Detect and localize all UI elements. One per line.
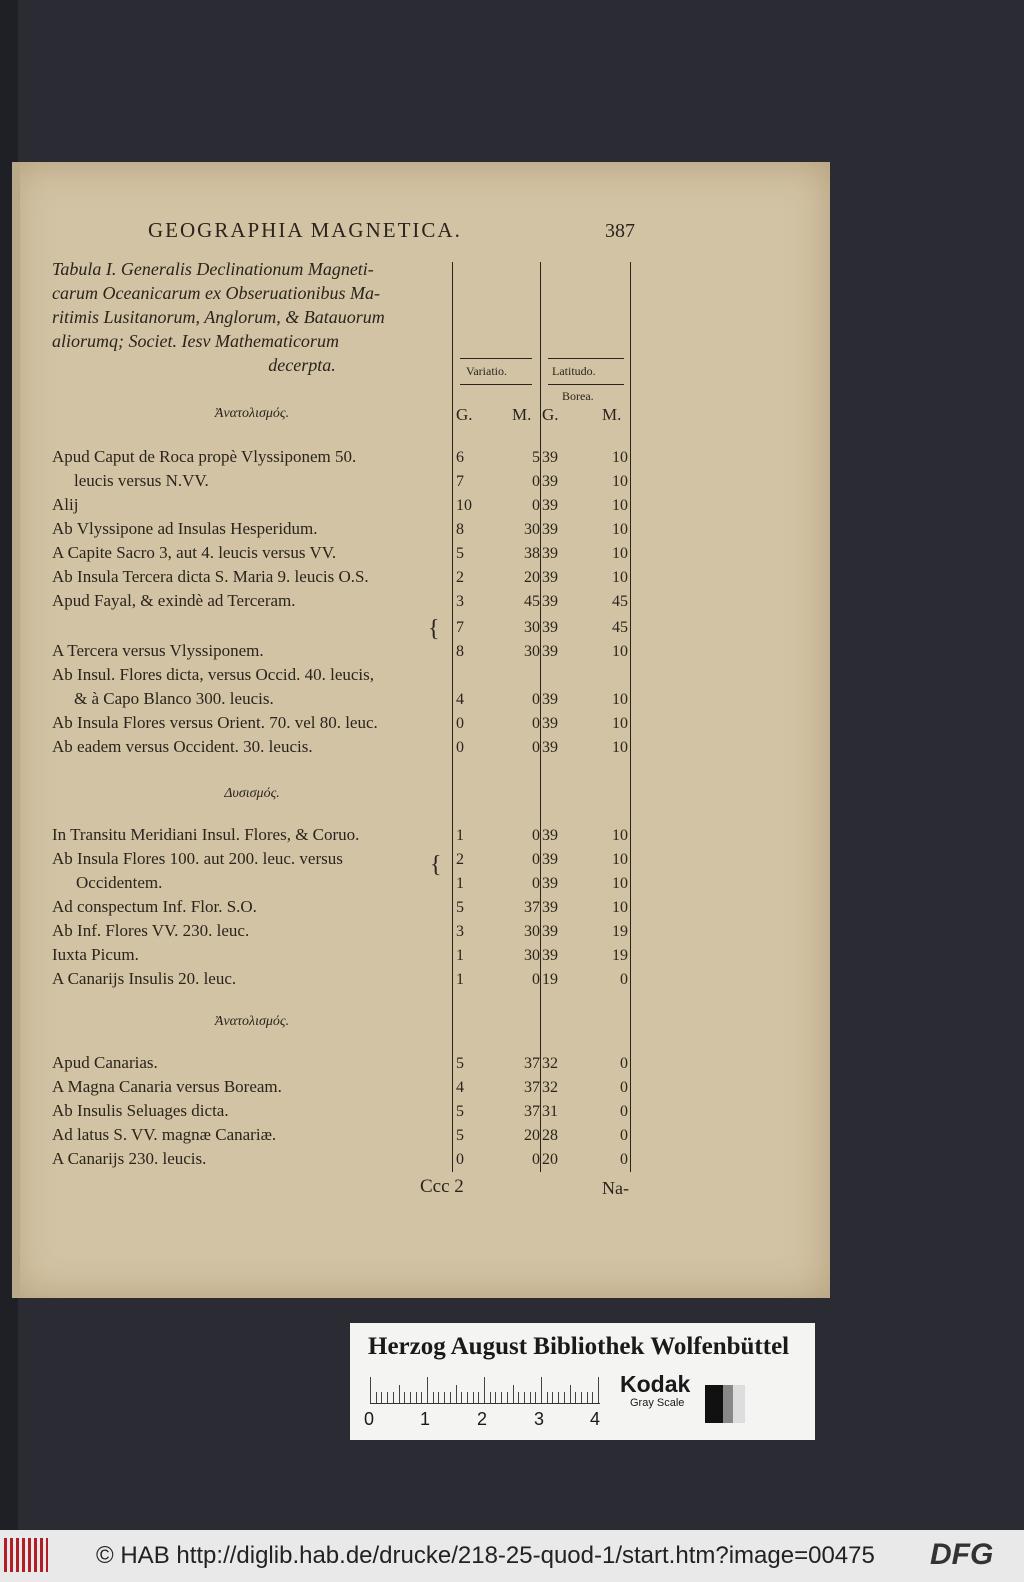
ruler-tick <box>495 1392 496 1403</box>
row-text: Apud Caput de Roca propè Vlyssiponem 50. <box>52 447 357 466</box>
variatio-g-cell: 2 <box>456 851 464 868</box>
row-text: Ab Vlyssipone ad Insulas Hesperidum. <box>52 519 318 538</box>
variatio-m-cell: 0 <box>532 971 540 988</box>
latitudo-g-cell: 39 <box>542 545 558 562</box>
row-text: A Tercera versus Vlyssiponem. <box>52 641 264 660</box>
column-rule <box>630 262 631 1172</box>
latitudo-g-cell: 39 <box>542 521 558 538</box>
latitudo-m-cell: 0 <box>620 1055 628 1072</box>
ruler-tick <box>598 1377 599 1403</box>
ruler-tick <box>501 1392 502 1403</box>
row-text: Ab Inf. Flores VV. 230. leuc. <box>52 921 250 940</box>
section-heading: Ἀνατολισμός. <box>214 1014 290 1029</box>
ruler-tick <box>387 1392 388 1403</box>
row-text: Apud Fayal, & exindè ad Terceram. <box>52 591 296 610</box>
latitudo-g-cell: 39 <box>542 851 558 868</box>
variatio-m-cell: 0 <box>532 473 540 490</box>
section-heading: Δυσισμός. <box>224 786 280 801</box>
ruler-tick <box>410 1392 411 1403</box>
latitudo-m-cell: 10 <box>612 473 628 490</box>
variatio-m-cell: 37 <box>524 1079 540 1096</box>
header-g: G. <box>456 405 473 424</box>
variatio-m-cell: 20 <box>524 569 540 586</box>
variatio-g-cell: 5 <box>456 545 464 562</box>
latitudo-m-cell: 0 <box>620 1103 628 1120</box>
latitudo-g-cell: 31 <box>542 1103 558 1120</box>
latitudo-m-cell: 0 <box>620 1151 628 1168</box>
title-line: decerpta. <box>268 355 336 375</box>
latitudo-g-cell: 32 <box>542 1055 558 1072</box>
variatio-m-cell: 38 <box>524 545 540 562</box>
variatio-g-cell: 1 <box>456 971 464 988</box>
header-lat-g: G. <box>542 405 559 424</box>
variatio-m-cell: 0 <box>532 851 540 868</box>
ruler-tick <box>490 1392 491 1403</box>
table-title <box>52 257 462 377</box>
variatio-g-cell: 1 <box>456 875 464 892</box>
latitudo-m-cell: 45 <box>612 619 628 636</box>
latitudo-m-cell: 10 <box>612 569 628 586</box>
header-lat-m: M. <box>602 405 622 424</box>
signature-mark: Ccc 2 <box>420 1176 464 1197</box>
ruler-tick <box>484 1377 485 1403</box>
variatio-m-cell: 30 <box>524 619 540 636</box>
scale-label: 2 <box>477 1409 488 1429</box>
ruler-tick <box>513 1385 514 1403</box>
latitudo-m-cell: 10 <box>612 827 628 844</box>
latitudo-g-cell: 39 <box>542 449 558 466</box>
row-text: Ab Insula Flores 100. aut 200. leuc. versus <box>52 849 343 868</box>
status-bar <box>0 1530 1024 1582</box>
ruler-tick <box>552 1392 553 1403</box>
row-text: Ad latus S. VV. magnæ Canariæ. <box>52 1125 277 1144</box>
latitudo-g-cell: 39 <box>542 593 558 610</box>
running-head: GEOGRAPHIA MAGNETICA. <box>148 218 462 242</box>
variatio-g-cell: 7 <box>456 473 464 490</box>
catchword: Na- <box>602 1178 629 1198</box>
variatio-g-cell: 4 <box>456 1079 464 1096</box>
variatio-m-cell: 20 <box>524 1127 540 1144</box>
variatio-m-cell: 0 <box>532 691 540 708</box>
ruler-tick <box>467 1392 468 1403</box>
column-rule <box>540 262 541 1172</box>
variatio-m-cell: 37 <box>524 899 540 916</box>
ruler-tick <box>427 1377 428 1403</box>
row-text: A Magna Canaria versus Boream. <box>52 1077 282 1096</box>
latitudo-g-cell: 39 <box>542 473 558 490</box>
row-text: A Canarijs 230. leucis. <box>52 1149 207 1168</box>
variatio-g-cell: 7 <box>456 619 464 636</box>
ruler-tick <box>575 1392 576 1403</box>
latitudo-m-cell: 10 <box>612 545 628 562</box>
row-text: & à Capo Blanco 300. leucis. <box>74 689 274 708</box>
ruler-tick <box>541 1377 542 1403</box>
variatio-g-cell: 8 <box>456 521 464 538</box>
variatio-m-cell: 45 <box>524 593 540 610</box>
row-text: Occidentem. <box>76 873 163 892</box>
title-line: ritimis Lusitanorum, Anglorum, & Batauorum <box>52 307 385 327</box>
ruler-tick <box>456 1385 457 1403</box>
variatio-m-cell: 0 <box>532 875 540 892</box>
latitudo-m-cell: 0 <box>620 1079 628 1096</box>
variatio-g-cell: 5 <box>456 1055 464 1072</box>
latitudo-m-cell: 10 <box>612 715 628 732</box>
latitudo-g-cell: 39 <box>542 947 558 964</box>
library-name: Herzog August Bibliothek Wolfenbüttel <box>368 1333 790 1360</box>
variatio-m-cell: 37 <box>524 1055 540 1072</box>
variatio-g-cell: 0 <box>456 1151 464 1168</box>
latitudo-m-cell: 10 <box>612 899 628 916</box>
ruler-tick <box>381 1392 382 1403</box>
latitudo-m-cell: 10 <box>612 851 628 868</box>
latitudo-g-cell: 39 <box>542 899 558 916</box>
latitudo-m-cell: 10 <box>612 521 628 538</box>
row-text: In Transitu Meridiani Insul. Flores, & Coruo. <box>52 825 360 844</box>
variatio-header: Variatio. <box>466 364 507 378</box>
scale-label: 3 <box>534 1409 545 1429</box>
variatio-g-cell: 3 <box>456 593 464 610</box>
kodak-logo: Kodak <box>620 1371 691 1397</box>
latitudo-g-cell: 39 <box>542 619 558 636</box>
row-text: Ab Insulis Seluages dicta. <box>52 1101 229 1120</box>
variatio-m-cell: 0 <box>532 1151 540 1168</box>
ruler-tick <box>404 1392 405 1403</box>
variatio-g-cell: 1 <box>456 947 464 964</box>
hab-barcode-icon <box>4 1538 48 1572</box>
header-rule <box>548 384 624 385</box>
latitudo-g-cell: 39 <box>542 715 558 732</box>
variatio-g-cell: 2 <box>456 569 464 586</box>
gray-patch <box>705 1385 745 1423</box>
ruler-tick <box>473 1392 474 1403</box>
latitudo-g-cell: 28 <box>542 1127 558 1144</box>
ruler-tick <box>438 1392 439 1403</box>
ruler-scale <box>370 1375 600 1404</box>
row-text: Ab Insul. Flores dicta, versus Occid. 40. leucis, <box>52 665 374 684</box>
gray-scale-label: Gray Scale <box>630 1397 685 1409</box>
ruler-tick <box>570 1385 571 1403</box>
variatio-g-cell: 5 <box>456 1127 464 1144</box>
ruler-tick <box>444 1392 445 1403</box>
latitudo-g-cell: 39 <box>542 923 558 940</box>
header-rule <box>460 384 532 385</box>
brace-mark: { <box>428 616 440 642</box>
header-rule <box>460 358 532 359</box>
ruler-tick <box>507 1392 508 1403</box>
variatio-g-cell: 6 <box>456 449 464 466</box>
latitudo-m-cell: 0 <box>620 1127 628 1144</box>
ruler-tick <box>518 1392 519 1403</box>
ruler-tick <box>421 1392 422 1403</box>
latitudo-m-cell: 45 <box>612 593 628 610</box>
ruler-tick <box>524 1392 525 1403</box>
variatio-m-cell: 0 <box>532 497 540 514</box>
section-heading: Ἀνατολισμός. <box>214 406 290 421</box>
latitudo-m-cell: 0 <box>620 971 628 988</box>
column-rule <box>452 262 453 1172</box>
ruler-tick <box>370 1377 371 1403</box>
variatio-g-cell: 10 <box>456 497 472 514</box>
variatio-m-cell: 30 <box>524 521 540 538</box>
variatio-m-cell: 0 <box>532 739 540 756</box>
borea-header: Borea. <box>562 389 594 403</box>
copyright-url[interactable]: © HAB http://diglib.hab.de/drucke/218-25-quod-1/start.htm?image=00475 <box>96 1542 875 1569</box>
row-text: Apud Canarias. <box>52 1053 158 1072</box>
title-line: carum Oceanicarum ex Obseruationibus Ma- <box>52 283 380 303</box>
ruler-tick <box>416 1392 417 1403</box>
ruler-tick <box>376 1392 377 1403</box>
latitudo-g-cell: 39 <box>542 875 558 892</box>
latitudo-m-cell: 19 <box>612 923 628 940</box>
latitudo-g-cell: 32 <box>542 1079 558 1096</box>
latitudo-m-cell: 10 <box>612 739 628 756</box>
ruler-tick <box>393 1392 394 1403</box>
header-m: M. <box>512 405 532 424</box>
title-line: Tabula I. Generalis Declinationum Magneti- <box>52 259 374 279</box>
variatio-m-cell: 30 <box>524 947 540 964</box>
ruler-tick <box>592 1392 593 1403</box>
latitudo-m-cell: 19 <box>612 947 628 964</box>
ruler-tick <box>547 1392 548 1403</box>
row-text: Iuxta Picum. <box>52 945 139 964</box>
latitudo-header: Latitudo. <box>552 364 596 378</box>
ruler-tick <box>450 1392 451 1403</box>
latitudo-g-cell: 39 <box>542 643 558 660</box>
row-text: Alij <box>52 495 79 514</box>
variatio-m-cell: 30 <box>524 643 540 660</box>
row-text: Ad conspectum Inf. Flor. S.O. <box>52 897 257 916</box>
variatio-g-cell: 5 <box>456 1103 464 1120</box>
variatio-m-cell: 0 <box>532 827 540 844</box>
variatio-m-cell: 0 <box>532 715 540 732</box>
latitudo-m-cell: 10 <box>612 643 628 660</box>
ruler-tick <box>530 1392 531 1403</box>
row-text: A Canarijs Insulis 20. leuc. <box>52 969 237 988</box>
row-text: Ab eadem versus Occident. 30. leucis. <box>52 737 313 756</box>
latitudo-g-cell: 39 <box>542 827 558 844</box>
ruler-tick <box>433 1392 434 1403</box>
brace-mark: { <box>430 852 442 878</box>
variatio-g-cell: 8 <box>456 643 464 660</box>
header-rule <box>548 358 624 359</box>
variatio-g-cell: 0 <box>456 715 464 732</box>
scale-label: 1 <box>420 1409 431 1429</box>
ruler-tick <box>478 1392 479 1403</box>
latitudo-g-cell: 39 <box>542 691 558 708</box>
scale-label: 0 <box>364 1409 375 1429</box>
ruler-tick <box>587 1392 588 1403</box>
latitudo-m-cell: 10 <box>612 497 628 514</box>
latitudo-m-cell: 10 <box>612 449 628 466</box>
latitudo-g-cell: 39 <box>542 497 558 514</box>
variatio-g-cell: 1 <box>456 827 464 844</box>
latitudo-g-cell: 19 <box>542 971 558 988</box>
latitudo-m-cell: 10 <box>612 875 628 892</box>
latitudo-m-cell: 10 <box>612 691 628 708</box>
title-line: aliorumq; Societ. Iesv Mathematicorum <box>52 331 339 351</box>
variatio-g-cell: 3 <box>456 923 464 940</box>
color-scale-card <box>350 1323 815 1440</box>
latitudo-g-cell: 20 <box>542 1151 558 1168</box>
ruler-tick <box>581 1392 582 1403</box>
variatio-m-cell: 5 <box>532 449 540 466</box>
ruler-tick <box>535 1392 536 1403</box>
variatio-g-cell: 4 <box>456 691 464 708</box>
latitudo-g-cell: 39 <box>542 739 558 756</box>
row-text: leucis versus N.VV. <box>74 471 209 490</box>
row-text: Ab Insula Tercera dicta S. Maria 9. leucis O.S. <box>52 567 369 586</box>
scale-label: 4 <box>590 1409 601 1429</box>
variatio-m-cell: 30 <box>524 923 540 940</box>
ruler-tick <box>564 1392 565 1403</box>
ruler-tick <box>558 1392 559 1403</box>
dfg-logo: DFG <box>930 1538 994 1571</box>
ruler-tick <box>461 1392 462 1403</box>
page-number: 387 <box>605 220 635 242</box>
ruler-tick <box>399 1385 400 1403</box>
row-text: Ab Insula Flores versus Orient. 70. vel 80. leuc. <box>52 713 378 732</box>
variatio-g-cell: 0 <box>456 739 464 756</box>
row-text: A Capite Sacro 3, aut 4. leucis versus VV. <box>52 543 337 562</box>
variatio-m-cell: 37 <box>524 1103 540 1120</box>
latitudo-g-cell: 39 <box>542 569 558 586</box>
variatio-g-cell: 5 <box>456 899 464 916</box>
page-edge <box>12 162 20 1298</box>
